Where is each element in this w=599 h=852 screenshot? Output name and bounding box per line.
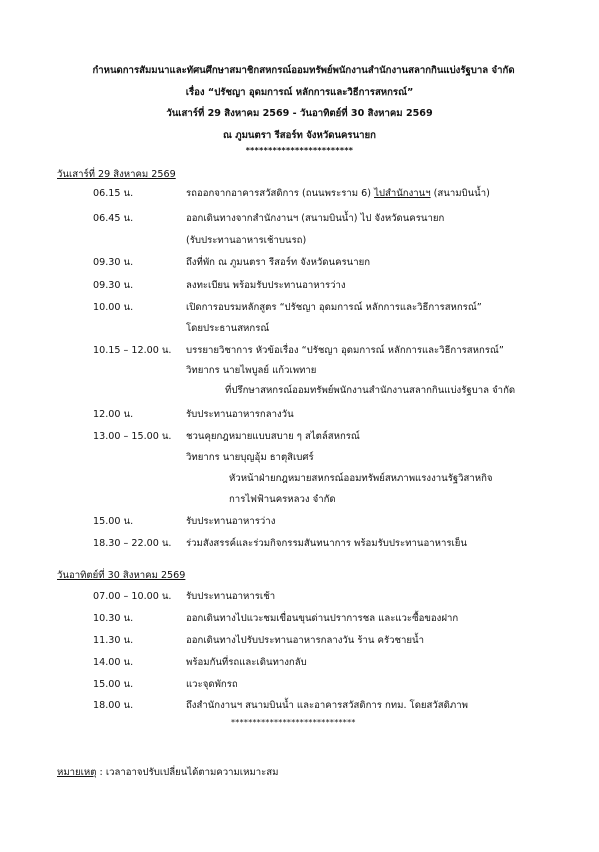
row-time: 11.30 น.: [93, 635, 134, 646]
row-desc: ถึงที่พัก ณ ภูมนตรา รีสอร์ท จังหวัดนครนายก: [186, 257, 371, 268]
speaker-name: วิทยากร นายไพบูลย์ แก้วเพทาย: [186, 365, 317, 376]
schedule-row: [0, 299, 599, 317]
speaker-title: หัวหน้าฝ่ายกฎหมายสหกรณ์ออมทรัพย์สหภาพแรงงานรัฐวิสาหกิจ: [229, 473, 493, 484]
row-desc: แวะจุดพักรถ: [186, 679, 238, 690]
header-dates: วันเสาร์ที่ 29 สิงหาคม 2569 - วันอาทิตย์ที่ 30 สิงหาคม 2569: [166, 108, 433, 119]
row-time: 14.00 น.: [93, 657, 134, 668]
row-desc: รถออกจากอาคารสวัสดิการ (ถนนพระราม 6) ไปสำนักงานฯ (สนามบินน้ำ): [186, 188, 490, 199]
schedule-row: [0, 654, 599, 672]
note-text: : เวลาอาจปรับเปลี่ยนได้ตามความเหมาะสม: [96, 767, 279, 778]
day1-heading: วันเสาร์ที่ 29 สิงหาคม 2569: [57, 169, 176, 180]
row-time: 15.00 น.: [93, 679, 134, 690]
row-time: 18.30 – 22.00 น.: [93, 538, 172, 549]
schedule-row: [0, 513, 599, 531]
schedule-row: [0, 676, 599, 694]
row-desc: รับประทานอาหารว่าง: [186, 516, 276, 527]
row-time: 15.00 น.: [93, 516, 134, 527]
row-desc: บรรยายวิชาการ หัวข้อเรื่อง “ปรัชญา อุดมการณ์ หลักการและวิธีการสหกรณ์”: [186, 345, 504, 356]
row-time: 13.00 – 15.00 น.: [93, 431, 172, 442]
schedule-row: [0, 535, 599, 553]
row-desc: เปิดการอบรมหลักสูตร “ปรัชญา อุดมการณ์ หลักการและวิธีการสหกรณ์”: [186, 302, 482, 313]
speaker-name: วิทยากร นายบุญอุ้ม ธาตุสิเบศร์: [186, 452, 314, 463]
schedule-row: [0, 610, 599, 628]
row-desc: ลงทะเบียน พร้อมรับประทานอาหารว่าง: [186, 280, 346, 291]
row-desc: ร่วมสังสรรค์และร่วมกิจกรรมสันทนาการ พร้อมรับประทานอาหารเย็น: [186, 538, 467, 549]
schedule-row: [0, 588, 599, 606]
speaker-title: ที่ปรึกษาสหกรณ์ออมทรัพย์พนักงานสำนักงานสลากกินแบ่งรัฐบาล จำกัด: [225, 385, 516, 396]
schedule-row: [0, 210, 599, 228]
row-desc: ออกเดินทางไปรับประทานอาหารกลางวัน ร้าน ครัวชายน้ำ: [186, 635, 424, 646]
row-desc: ออกเดินทางจากสำนักงานฯ (สนามบินน้ำ) ไป จังหวัดนครนายก: [186, 213, 445, 224]
row-time: 18.00 น.: [93, 700, 134, 711]
row-desc: ชวนคุยกฎหมายแบบสบาย ๆ สไตล์สหกรณ์: [186, 431, 360, 442]
end-separator: *****************************: [231, 718, 356, 727]
row-time: 09.30 น.: [93, 257, 134, 268]
row-subtext: โดยประธานสหกรณ์: [186, 323, 270, 334]
header-separator: ************************: [245, 146, 354, 155]
row-desc: รับประทานอาหารเช้า: [186, 591, 276, 602]
header-venue: ณ ภูมนตรา รีสอร์ท จังหวัดนครนายก: [223, 129, 376, 141]
schedule-row: [0, 632, 599, 650]
schedule-row: [0, 277, 599, 295]
day2-heading: วันอาทิตย์ที่ 30 สิงหาคม 2569: [57, 570, 186, 581]
schedule-row: [0, 428, 599, 446]
note-label: หมายเหตุ: [57, 767, 97, 778]
row-time: 06.45 น.: [93, 213, 134, 224]
row-time: 12.00 น.: [93, 409, 134, 420]
speaker-organization: การไฟฟ้านครหลวง จำกัด: [229, 494, 336, 505]
header-topic: เรื่อง “ปรัชญา อุดมการณ์ หลักการและวิธีการสหกรณ์”: [185, 86, 414, 98]
row-desc: ออกเดินทางไปแวะชมเขื่อนขุนด่านปราการชล และแวะซื้อของฝาก: [186, 613, 459, 624]
schedule-row: [0, 406, 599, 424]
row-time: 07.00 – 10.00 น.: [93, 591, 172, 602]
row-desc: รับประทานอาหารกลางวัน: [186, 409, 294, 420]
schedule-row: [0, 342, 599, 360]
row-time: 10.30 น.: [93, 613, 134, 624]
row-desc: พร้อมกันที่รถและเดินทางกลับ: [186, 657, 307, 668]
row-time: 06.15 น.: [93, 188, 134, 199]
row-time: 10.00 น.: [93, 302, 134, 313]
row-subtext: (รับประทานอาหารเช้าบนรถ): [186, 235, 307, 246]
schedule-row: [0, 185, 599, 203]
schedule-row: [0, 697, 599, 715]
row-time: 10.15 – 12.00 น.: [93, 345, 172, 356]
header-title: กำหนดการสัมมนาและทัศนศึกษาสมาชิกสหกรณ์ออมทรัพย์พนักงานสำนักงานสลากกินแบ่งรัฐบาล จำกัด: [92, 65, 515, 76]
document-header: [0, 60, 599, 158]
schedule-row: [0, 254, 599, 272]
row-desc: ถึงสำนักงานฯ สนามบินน้ำ และอาคารสวัสดิการ กทม. โดยสวัสดิภาพ: [186, 700, 468, 711]
note: [57, 764, 278, 782]
row-time: 09.30 น.: [93, 280, 134, 291]
